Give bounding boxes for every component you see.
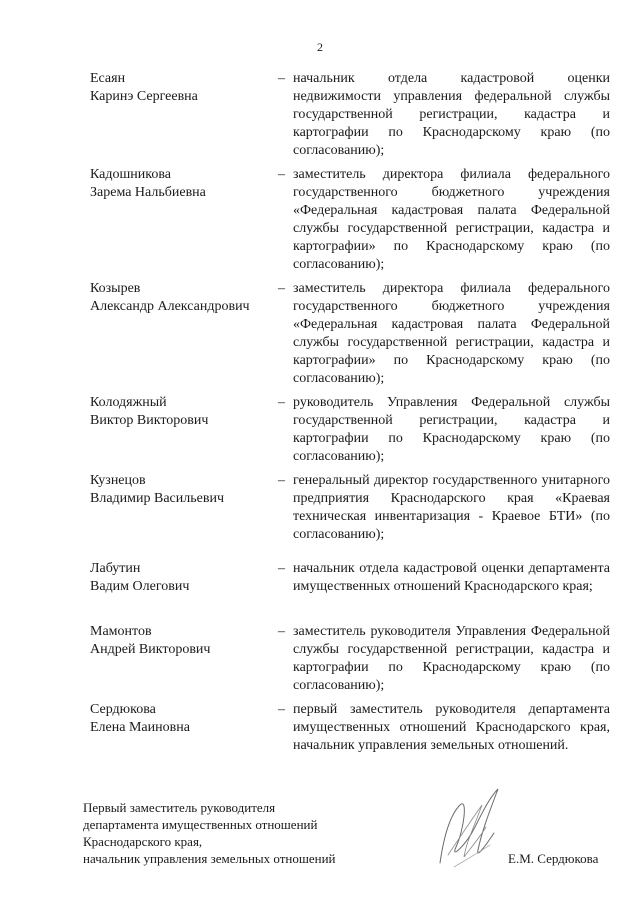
signer-name: Е.М. Сердюкова [508,851,599,866]
member-name [90,472,270,508]
member-surname: Лабутин [90,561,141,576]
member-dash: – [278,624,285,639]
member-role: начальник отдела кадастровой оценки департамента имущественных отношений Краснодарского края; [293,561,610,594]
member-role: начальник отдела кадастровой оценки недвижимости управления федеральной службы государственной регистрации, кадастра и картографии по Краснодарскому краю (по согласованию); [293,71,610,158]
member-dash: – [278,473,285,488]
member-dash: – [278,281,285,296]
member-name [90,701,270,737]
member-given-names: Зарема Нальбиевна [90,185,206,200]
member-dash: – [278,561,285,576]
member-role: заместитель директора филиала федерального государственного бюджетного учреждения «Федеральная кадастровая палата Федеральной службы государственной регистрации, кадастра и картографии» по Краснодарскому краю (по согласованию); [293,281,610,386]
signatory-title-line: Первый заместитель руководителя [83,800,276,815]
member-given-names: Владимир Васильевич [90,491,224,506]
member-dash: – [278,702,285,717]
member-surname: Мамонтов [90,624,152,639]
member-name [90,560,270,596]
signatory-title-line: департамента имущественных отношений [83,817,318,832]
signatory-title [83,799,403,867]
member-surname: Сердюкова [90,702,156,717]
member-surname: Кузнецов [90,473,146,488]
member-given-names: Вадим Олегович [90,579,190,594]
signatory-title-line: начальник управления земельных отношений [83,851,336,866]
member-surname: Есаян [90,71,126,86]
member-name [90,623,270,659]
member-name [90,70,270,106]
member-role: руководитель Управления Федеральной службы государственной регистрации, кадастра и картографии по Краснодарскому краю (по согласованию); [293,395,610,464]
member-given-names: Каринэ Сергеевна [90,89,198,104]
member-dash: – [278,395,285,410]
member-dash: – [278,71,285,86]
member-role: заместитель руководителя Управления Федеральной службы государственной регистрации, кадастра и картографии по Краснодарскому краю (по согласованию); [293,624,610,693]
handwritten-signature [420,775,520,875]
member-name [90,166,270,202]
member-given-names: Александр Александрович [90,299,250,314]
member-dash: – [278,167,285,182]
member-role: первый заместитель руководителя департамента имущественных отношений Краснодарского края, начальник управления земельных отношений. [293,702,610,753]
signatory-title-line: Краснодарского края, [83,834,203,849]
member-given-names: Елена Маиновна [90,720,190,735]
member-surname: Козырев [90,281,141,296]
member-role: заместитель директора филиала федерального государственного бюджетного учреждения «Федеральная кадастровая палата Федеральной службы государственной регистрации, кадастра и картографии» по Краснодарскому краю (по согласованию); [293,167,610,272]
page-number: 2 [317,40,323,54]
member-name [90,394,270,430]
member-given-names: Виктор Викторович [90,413,209,428]
member-name [90,280,270,316]
member-surname: Кадошникова [90,167,171,182]
member-surname: Колодяжный [90,395,167,410]
member-given-names: Андрей Викторович [90,642,211,657]
member-role: генеральный директор государственного унитарного предприятия Краснодарского края «Краевая техническая инвентаризация - Краевое БТИ» (по согласованию); [293,473,610,542]
